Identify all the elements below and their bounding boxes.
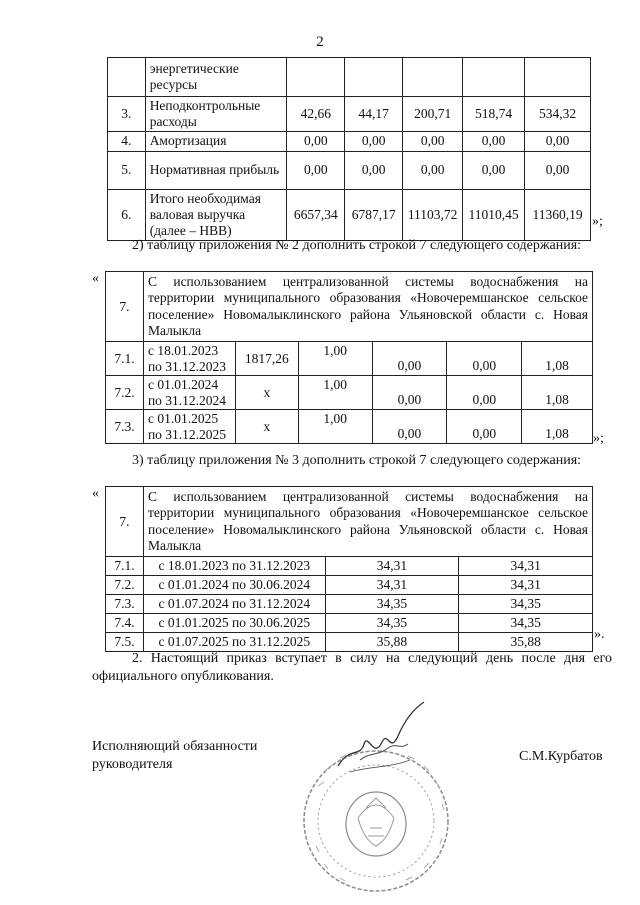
row-number: 7.2. (106, 376, 144, 410)
row-value: 34,31 (325, 575, 459, 594)
row-value (403, 58, 463, 97)
order-effective-clause: 2. Настоящий приказ вступает в силу на следующий день после дня его официального опубликования. (92, 651, 612, 685)
table2-open-quote: « (92, 271, 99, 286)
row-value: 534,32 (525, 97, 591, 132)
row-value: 34,31 (459, 575, 593, 594)
paragraph-3: 3) таблицу приложения № 3 дополнить строкой 7 следующего содержания: (132, 453, 582, 468)
table-row (106, 613, 593, 632)
row-value: 34,35 (325, 613, 459, 632)
row-period: с 18.01.2023 по 31.12.2023 (143, 557, 325, 576)
row-value: 0,00 (372, 410, 447, 444)
table2-close-quote: »; (593, 431, 604, 446)
table-expenses (107, 57, 591, 241)
signatory-position-line1: Исполняющий обязанности (92, 739, 258, 754)
handwritten-signature (330, 696, 430, 786)
row-value: 35,88 (459, 632, 593, 651)
row-value: x (235, 410, 298, 444)
table3-close-quote: ». (594, 627, 605, 642)
row-value (287, 58, 345, 97)
row-value: x (235, 376, 298, 410)
table-row (106, 594, 593, 613)
table-row (108, 131, 591, 151)
row-value: 1,00 (298, 376, 372, 410)
row-label: Нормативная прибыль (145, 151, 287, 189)
row-value: 34,35 (325, 594, 459, 613)
row-number: 7.3. (106, 410, 144, 444)
table-row (108, 189, 591, 240)
table-row (108, 97, 591, 132)
row-number: 7.4. (106, 613, 144, 632)
row-number: 3. (108, 97, 146, 132)
signatory-position-line2: руководителя (92, 756, 173, 772)
row-value: 518,74 (463, 97, 525, 132)
row-number: 7.1. (106, 557, 144, 576)
signatory-name: С.М.Курбатов (519, 749, 603, 764)
row-period: с 01.01.2024 по 31.12.2024 (143, 376, 235, 410)
table-row (106, 575, 593, 594)
row-value: 1,08 (522, 376, 593, 410)
table-row (108, 58, 591, 97)
table3-open-quote: « (92, 486, 99, 501)
table-appendix-3 (105, 486, 593, 652)
row-value: 200,71 (403, 97, 463, 132)
row-value: 34,35 (459, 613, 593, 632)
table3-header-text: С использованием централизованной системы водоснабжения на территории муниципального образования «Новочеремшанское сельское поселение» Новомалыклинского района Ульяновской области с. Новая Малыкла (143, 487, 592, 557)
row-number: 7.1. (106, 342, 144, 376)
row-value: 0,00 (525, 131, 591, 151)
row-value: 1,00 (298, 342, 372, 376)
row-value: 0,00 (372, 342, 447, 376)
row-number: 4. (108, 131, 146, 151)
row-value (345, 58, 403, 97)
paragraph-2: 2) таблицу приложения № 2 дополнить строкой 7 следующего содержания: (132, 238, 582, 253)
row-period: с 01.01.2024 по 30.06.2024 (143, 575, 325, 594)
page-number: 2 (316, 34, 324, 50)
row-number: 7.5. (106, 632, 144, 651)
row-value: 0,00 (447, 376, 522, 410)
row-value: 34,35 (459, 594, 593, 613)
table2-header-number: 7. (106, 272, 144, 342)
row-value: 0,00 (447, 342, 522, 376)
table3-header-number: 7. (106, 487, 144, 557)
table-row (106, 557, 593, 576)
row-value: 0,00 (463, 151, 525, 189)
row-number: 6. (108, 189, 146, 240)
row-value: 1,08 (522, 410, 593, 444)
row-value: 0,00 (447, 410, 522, 444)
row-label: энергетические ресурсы (145, 58, 287, 97)
table-row (106, 410, 593, 444)
row-value: 1,00 (298, 410, 372, 444)
row-number (108, 58, 146, 97)
row-period: с 18.01.2023 по 31.12.2023 (143, 342, 235, 376)
row-value: 11103,72 (403, 189, 463, 240)
row-value: 1,08 (522, 342, 593, 376)
row-value: 0,00 (345, 131, 403, 151)
row-label: Неподконтрольные расходы (145, 97, 287, 132)
row-number: 7.3. (106, 594, 144, 613)
table-row (106, 632, 593, 651)
row-value: 0,00 (463, 131, 525, 151)
row-label: Итого необходимая валовая выручка (далее – НВВ) (145, 189, 287, 240)
row-value: 0,00 (403, 131, 463, 151)
row-value: 0,00 (345, 151, 403, 189)
row-value: 11010,45 (463, 189, 525, 240)
row-value: 1817,26 (235, 342, 298, 376)
row-value: 0,00 (372, 376, 447, 410)
row-value: 0,00 (525, 151, 591, 189)
row-label: Амортизация (145, 131, 287, 151)
table1-close-quote: »; (592, 214, 603, 229)
table-row (106, 342, 593, 376)
row-value: 34,31 (459, 557, 593, 576)
row-value: 11360,19 (525, 189, 591, 240)
table2-header-text: С использованием централизованной системы водоснабжения на территории муниципального образования «Новочеремшанское сельское поселение» Новомалыклинского района Ульяновской области с. Новая Малыкла (143, 272, 592, 342)
row-value: 35,88 (325, 632, 459, 651)
row-number: 5. (108, 151, 146, 189)
table-row (106, 376, 593, 410)
row-value: 0,00 (403, 151, 463, 189)
row-period: с 01.07.2025 по 31.12.2025 (143, 632, 325, 651)
row-value: 6787,17 (345, 189, 403, 240)
row-value: 42,66 (287, 97, 345, 132)
row-period: с 01.01.2025 по 30.06.2025 (143, 613, 325, 632)
row-value: 0,00 (287, 131, 345, 151)
row-value (525, 58, 591, 97)
row-value: 6657,34 (287, 189, 345, 240)
row-value: 34,31 (325, 557, 459, 576)
table-appendix-2 (105, 271, 593, 444)
table-row (108, 151, 591, 189)
row-number: 7.2. (106, 575, 144, 594)
row-period: с 01.01.2025 по 31.12.2025 (143, 410, 235, 444)
row-value (463, 58, 525, 97)
row-period: с 01.07.2024 по 31.12.2024 (143, 594, 325, 613)
signatory-position (92, 738, 257, 773)
row-value: 44,17 (345, 97, 403, 132)
row-value: 0,00 (287, 151, 345, 189)
